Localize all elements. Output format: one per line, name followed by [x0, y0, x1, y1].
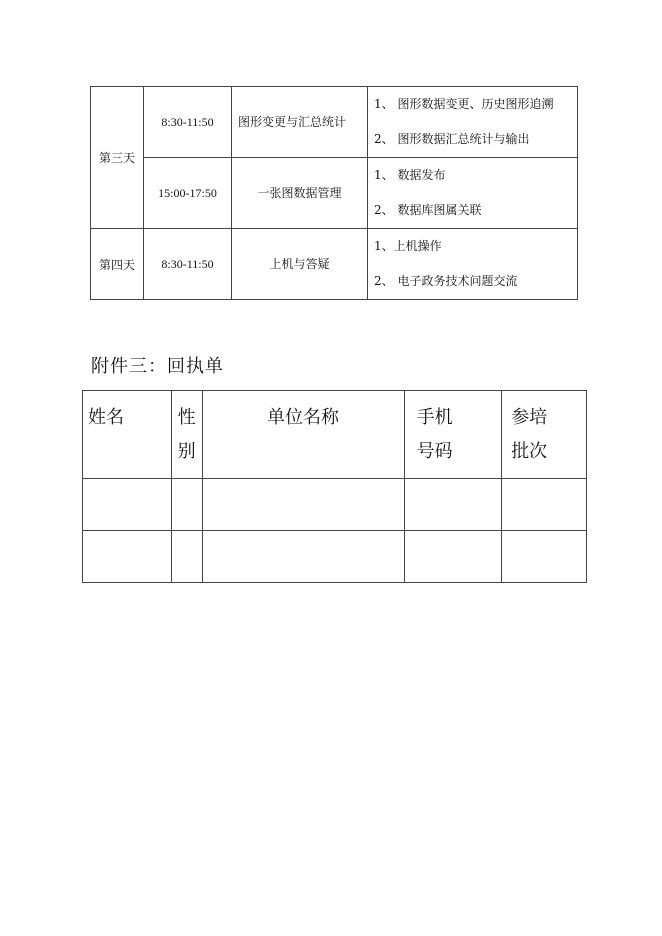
time-cell: 15:00-17:50 [144, 158, 232, 229]
item-line: 2、 电子政务技术问题交流 [374, 274, 518, 288]
receipt-header-row [83, 391, 587, 479]
header-gender [171, 391, 202, 479]
header-name: 姓名 [83, 391, 172, 479]
blank-cell[interactable] [171, 531, 202, 583]
item-line: 2、 图形数据汇总统计与输出 [374, 132, 530, 146]
header-batch-line: 批次 [511, 441, 548, 462]
header-batch-line: 参培 [511, 407, 548, 428]
blank-cell[interactable] [83, 479, 172, 531]
item-line: 1、 数据发布 [374, 168, 446, 182]
items-cell [368, 158, 578, 229]
blank-cell[interactable] [404, 531, 502, 583]
time-cell: 8:30-11:50 [144, 229, 232, 300]
day-cell: 第四天 [91, 229, 144, 300]
header-gender-line: 性 [177, 407, 196, 428]
topic-cell: 图形变更与汇总统计 [232, 87, 368, 158]
blank-cell[interactable] [83, 531, 172, 583]
schedule-row [91, 158, 578, 229]
time-cell: 8:30-11:50 [144, 87, 232, 158]
schedule-row [91, 87, 578, 158]
header-phone-line: 手机 [416, 407, 453, 428]
header-phone [404, 391, 502, 479]
topic-cell: 一张图数据管理 [232, 158, 368, 229]
item-line: 1、上机操作 [374, 239, 442, 253]
receipt-table [82, 390, 587, 583]
receipt-blank-row [83, 531, 587, 583]
header-unit: 单位名称 [202, 391, 404, 479]
item-line: 2、 数据库图属关联 [374, 203, 482, 217]
blank-cell[interactable] [202, 531, 404, 583]
topic-cell: 上机与答疑 [232, 229, 368, 300]
header-gender-line: 别 [177, 441, 196, 462]
blank-cell[interactable] [404, 479, 502, 531]
receipt-blank-row [83, 479, 587, 531]
blank-cell[interactable] [502, 479, 587, 531]
schedule-row [91, 229, 578, 300]
schedule-table [90, 86, 578, 300]
blank-cell[interactable] [202, 479, 404, 531]
item-line: 1、 图形数据变更、历史图形追溯 [374, 97, 554, 111]
items-cell [368, 87, 578, 158]
header-batch [502, 391, 587, 479]
attachment-title: 附件三：回执单 [91, 356, 224, 377]
blank-cell[interactable] [502, 531, 587, 583]
header-phone-line: 号码 [416, 441, 453, 462]
items-cell [368, 229, 578, 300]
day-cell: 第三天 [91, 87, 144, 229]
blank-cell[interactable] [171, 479, 202, 531]
